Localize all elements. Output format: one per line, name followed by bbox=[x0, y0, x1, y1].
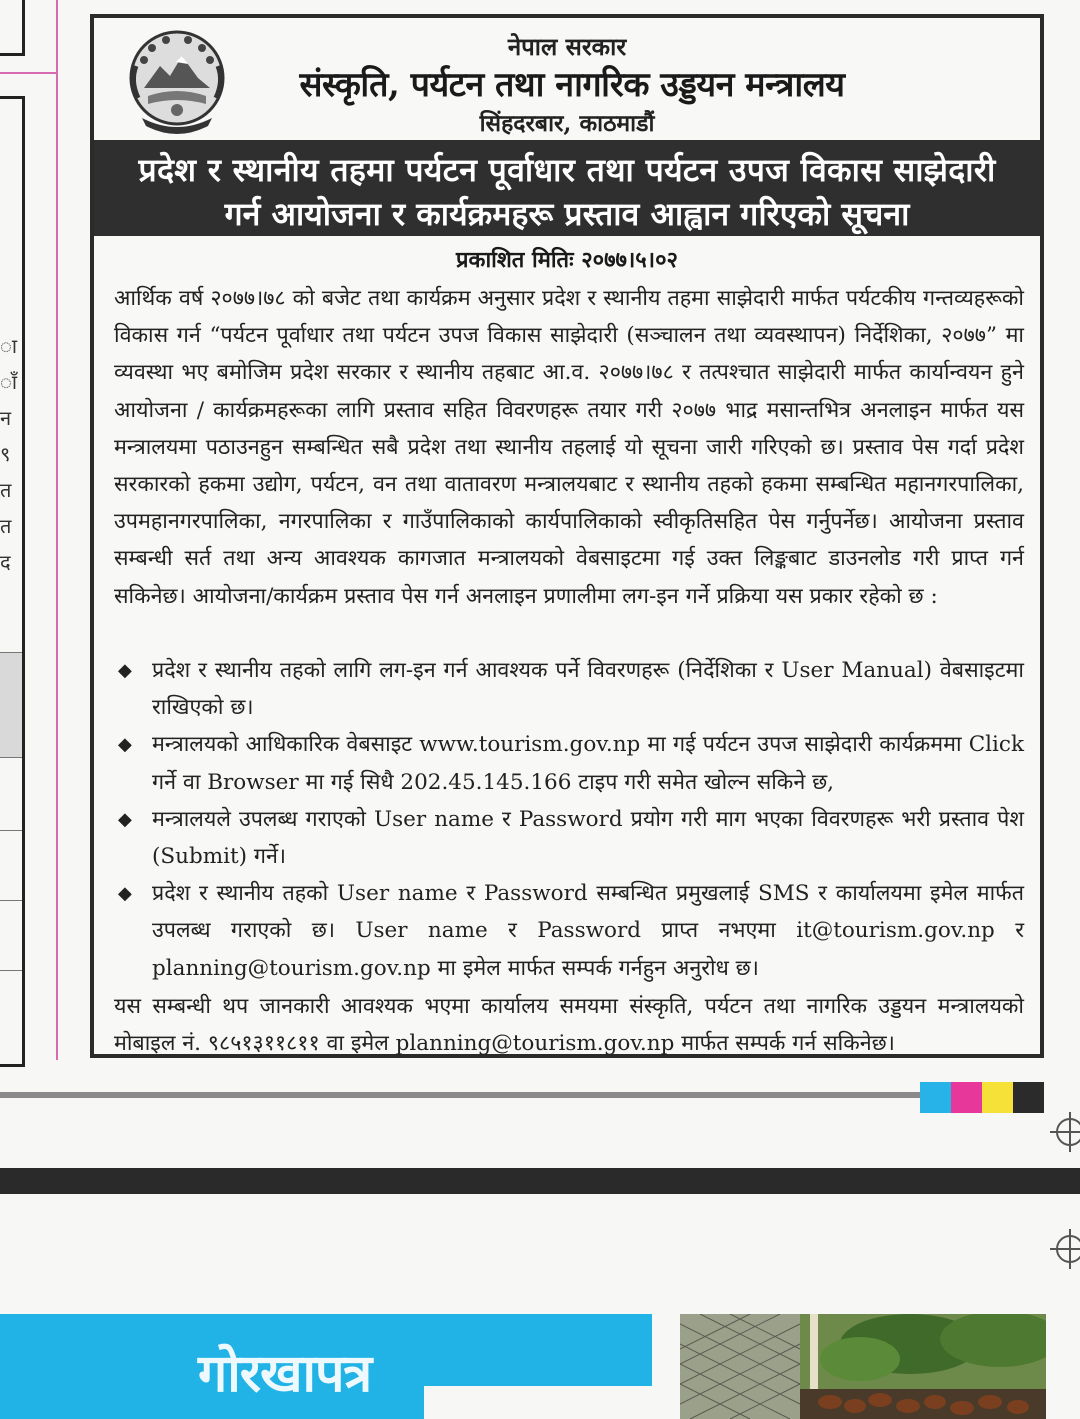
list-item-text: प्रदेश र स्थानीय तहको लागि लग-इन गर्न आवश्यक पर्ने विवरणहरू (निर्देशिका र User Manual) वेबसाइटमा राखिएको छ। bbox=[152, 658, 1024, 721]
adjacent-column-rule bbox=[0, 970, 22, 971]
color-swatch-yellow bbox=[982, 1082, 1013, 1113]
list-item bbox=[114, 875, 1024, 987]
page-gutter-band bbox=[0, 1168, 1080, 1194]
adjacent-column-rule bbox=[0, 900, 22, 901]
adjacent-text-fragment: त bbox=[0, 514, 12, 538]
registration-mark-icon bbox=[1056, 1118, 1080, 1146]
crop-guide-horizontal bbox=[0, 72, 58, 74]
color-swatch-cyan bbox=[920, 1082, 951, 1113]
adjacent-column-box-top bbox=[0, 0, 25, 56]
notice-title-line-1: प्रदेश र स्थानीय तहमा पर्यटन पूर्वाधार तथा पर्यटन उपज विकास साझेदारी bbox=[138, 151, 996, 189]
adjacent-column-gray-cell bbox=[0, 652, 22, 758]
poultry-farm-photo bbox=[680, 1314, 1046, 1419]
list-item-text: मन्त्रालयको आधिकारिक वेबसाइट www.tourism.gov.np मा गई पर्यटन उपज साझेदारी कार्यक्रममा Click गर्ने वा Browser मा गई सिधै 202.45.145.166 टाइप गरी समेत खोल्न सकिने छ, bbox=[152, 732, 1024, 795]
public-notice bbox=[90, 14, 1044, 1058]
adjacent-column-rule bbox=[0, 830, 22, 831]
adjacent-column-box bbox=[0, 96, 25, 1067]
login-process-list bbox=[114, 652, 1024, 987]
list-item bbox=[114, 652, 1024, 726]
newspaper-masthead bbox=[0, 1314, 652, 1419]
diamond-bullet-icon: ◆ bbox=[118, 883, 132, 905]
contact-information: यस सम्बन्धी थप जानकारी आवश्यक भएमा कार्यालय समयमा संस्कृति, पर्यटन तथा नागरिक उड्डयन मन्त्रालयको मोबाइल नं. ९८५१३११८११ वा इमेल planning@tourism.gov.np मार्फत सम्पर्क गर्न सकिनेछ। bbox=[114, 994, 1024, 1057]
adjacent-text-fragment: त bbox=[0, 478, 12, 502]
adjacent-text-fragment: न bbox=[0, 406, 12, 430]
notice-title-line-2: गर्न आयोजना र कार्यक्रमहरू प्रस्ताव आह्वान गरिएको सूचना bbox=[224, 195, 910, 233]
ministry-location: सिंहदरबार, काठमाडौं bbox=[479, 110, 655, 137]
adjacent-text-fragment: ९ bbox=[0, 442, 11, 466]
notice-title-band bbox=[94, 140, 1040, 236]
published-date: प्रकाशित मितिः २०७७।५।०२ bbox=[456, 247, 678, 273]
government-name: नेपाल सरकार bbox=[507, 32, 627, 61]
color-swatch-black bbox=[1013, 1082, 1044, 1113]
news-photo bbox=[680, 1314, 1046, 1419]
diamond-bullet-icon: ◆ bbox=[118, 734, 132, 756]
adjacent-text-fragment: ाँ bbox=[0, 370, 18, 394]
masthead-cutout bbox=[424, 1386, 652, 1419]
list-item-text: प्रदेश र स्थानीय तहको User name र Password सम्बन्धित प्रमुखलाई SMS र कार्यालयमा इमेल मार्फत उपलब्ध गराएको छ। User name र Password प्राप्त नभएमा it@tourism.gov.np र planning@tourism.gov.np मा इमेल मार्फत सम्पर्क गर्नहुन अनुरोध छ। bbox=[152, 881, 1024, 981]
list-item bbox=[114, 726, 1024, 800]
ministry-name: संस्कृति, पर्यटन तथा नागरिक उड्डयन मन्त्रालय bbox=[299, 65, 845, 105]
page-rule bbox=[0, 1092, 920, 1098]
diamond-bullet-icon: ◆ bbox=[118, 808, 132, 830]
notice-body: आर्थिक वर्ष २०७७।७८ को बजेट तथा कार्यक्रम अनुसार प्रदेश र स्थानीय तहमा साझेदारी मार्फत पर्यटकीय गन्तव्यहरूको विकास गर्न “पर्यटन पूर्वाधार तथा पर्यटन उपज विकास साझेदारी (सञ्चालन तथा व्यवस्थापन) निर्देशिका, २०७७” मा व्यवस्था भए बमोजिम प्रदेश सरकार र स्थानीय तहबाट आ.व. २०७७।७८ र तत्पश्चात साझेदारी मार्फत कार्यान्वयन हुने आयोजना / कार्यक्रमहरूका लागि प्रस्ताव सहित विवरणहरू तयार गरी २०७७ भाद्र मसान्तभित्र अनलाइन मार्फत यस मन्त्रालयमा पठाउनहुन सम्बन्धित सबै प्रदेश तथा स्थानीय तहलाई यो सूचना जारी गरिएको छ। प्रस्ताव पेस गर्दा प्रदेश सरकारको हकमा उद्योग, पर्यटन, वन तथा वातावरण मन्त्रालयबाट र स्थानीय तहको हकमा सम्बन्धित महानगरपालिका, उपमहानगरपालिका, नगरपालिका र गाउँपालिकाको कार्यपालिकाको स्वीकृतिसहित पेस गर्नुपर्नेछ। आयोजना प्रस्ताव सम्बन्धी सर्त तथा अन्य आवश्यक कागजात मन्त्रालयको वेबसाइटमा गई उक्त लिङ्कबाट डाउनलोड गरी प्राप्त गर्न सकिनेछ। आयोजना/कार्यक्रम प्रस्ताव पेस गर्न अनलाइन प्रणालीमा लग-इन गर्ने प्रक्रिया यस प्रकार रहेको छ : bbox=[114, 286, 1024, 609]
color-swatch-magenta bbox=[951, 1082, 982, 1113]
adjacent-text-fragment: द bbox=[0, 550, 11, 574]
newspaper-name: गोरखापत्र bbox=[198, 1344, 372, 1404]
adjacent-text-fragment: ा bbox=[0, 334, 18, 358]
registration-mark-icon bbox=[1056, 1235, 1080, 1263]
list-item bbox=[114, 801, 1024, 875]
diamond-bullet-icon: ◆ bbox=[118, 660, 132, 681]
list-item-text: मन्त्रालयले उपलब्ध गराएको User name र Password प्रयोग गरी माग भएका विवरणहरू भरी प्रस्ताव पेश (Submit) गर्ने। bbox=[152, 806, 1024, 870]
crop-guide-vertical bbox=[56, 0, 58, 1060]
